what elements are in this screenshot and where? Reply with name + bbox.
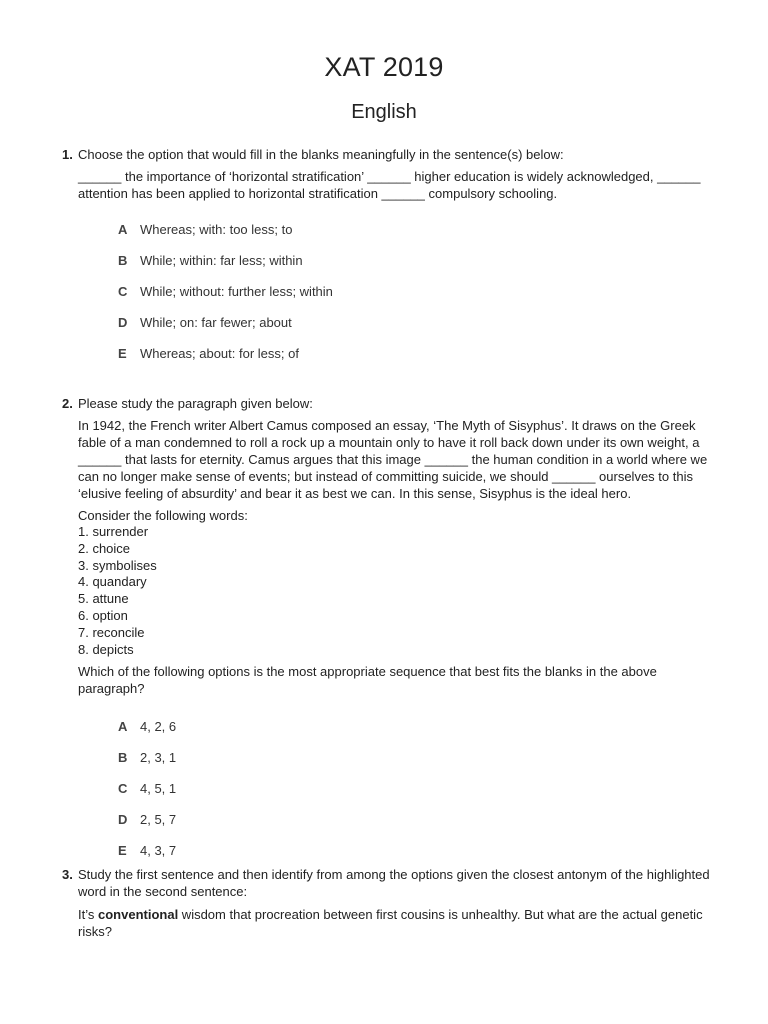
question-prompt: Study the first sentence and then identify from among the options given the closest antonym of the highlighted word in the second sentence: [78,867,710,899]
option-a[interactable]: A Whereas; with: too less; to [118,222,293,237]
option-b[interactable]: B While; within: far less; within [118,253,303,268]
question-3 [62,866,712,940]
list-item: 1. surrender [78,524,149,539]
question-2 [62,395,712,697]
subject-heading: English [351,101,417,123]
option-d[interactable]: D 2, 5, 7 [118,812,177,827]
question-1 [62,146,712,202]
list-item: 4. quandary [78,574,147,590]
question-number: 3. [62,867,73,882]
list-item: 7. reconcile [78,624,145,640]
option-c[interactable]: C While; without: further less; within [118,284,333,299]
question-prompt: Please study the paragraph given below: [78,396,313,411]
question-number: 1. [62,147,73,162]
question-prompt: Choose the option that would fill in the blanks meaningfully in the sentence(s) below: [78,147,564,162]
question-number: 2. [62,396,73,411]
passage-paragraph: In 1942, the French writer Albert Camus composed an essay, ‘The Myth of Sisyphus’. It draws on the Greek fable of a man condemned to roll a rock up a mountain only to have it roll back down under its own weight, a ______ that lasts for eternity. Camus argues that this image ______ the human condition in a world where we can no longer make sense of events; but instead of committing suicide, we should ______ ourselves to this ‘elusive feeling of absurdity’ and bear it as best we can. In this sense, Sisyphus is the ideal hero. [78,418,708,501]
highlighted-word: conventional [98,907,179,922]
option-e[interactable]: E 4, 3, 7 [118,843,177,858]
option-e[interactable]: E Whereas; about: for less; of [118,346,299,361]
question-sentence: It’s conventional wisdom that procreation between first cousins is unhealthy. But what are the actual genetic risks? [78,907,703,939]
words-intro: Consider the following words: [78,508,248,523]
document-title: XAT 2019 [324,52,444,82]
list-item: 3. symbolises [78,557,157,573]
list-item: 6. option [78,607,128,623]
word-list [78,524,712,658]
option-a[interactable]: A 4, 2, 6 [118,719,177,734]
option-d[interactable]: D While; on: far fewer; about [118,315,292,330]
question-sentence: ______ the importance of ‘horizontal stratification’ ______ higher education is widely acknowledged, ______ attention has been applied to horizontal stratification ______ compulsory schooling. [78,169,701,201]
option-b[interactable]: B 2, 3, 1 [118,750,177,765]
list-item: 8. depicts [78,641,134,657]
option-c[interactable]: C 4, 5, 1 [118,781,177,796]
question-text: Which of the following options is the most appropriate sequence that best fits the blanks in the above paragraph? [78,664,657,697]
list-item: 2. choice [78,540,131,556]
list-item: 5. attune [78,591,129,607]
